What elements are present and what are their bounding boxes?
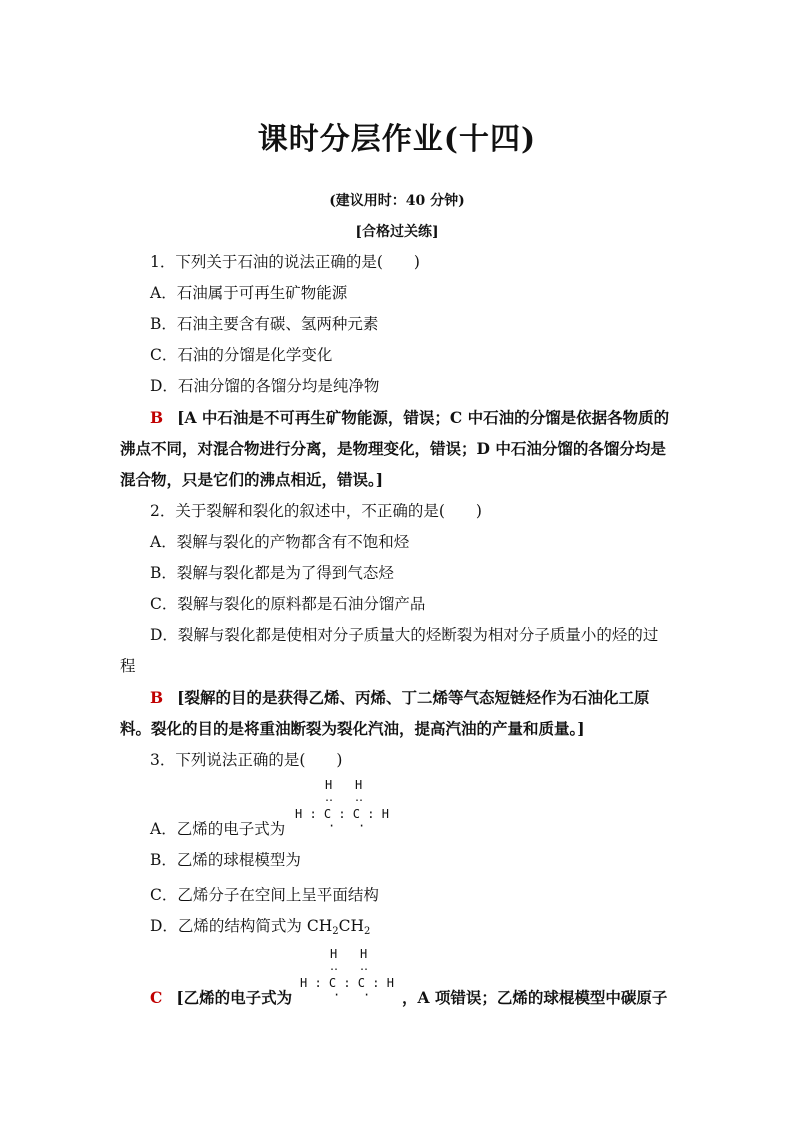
- formula-dots-top-1: ‥: [330, 959, 339, 973]
- q3-stem: 3．下列说法正确的是( ): [150, 751, 343, 769]
- q1-answer-line-3: 混合物，只是它们的沸点相近，错误。]: [120, 470, 384, 489]
- q1-option-d: D．石油分馏的各馏分均是纯净物: [150, 377, 380, 395]
- q1-option-a: A．石油属于可再生矿物能源: [150, 284, 348, 302]
- q2-option-a: A．裂解与裂化的产物都含有不饱和烃: [150, 533, 410, 551]
- q3-option-d-sub1: 2: [332, 926, 339, 937]
- formula-main-line: H : C : C : H: [295, 807, 389, 821]
- formula-h-top-1: H: [330, 947, 338, 961]
- ethylene-electron-formula-a: [292, 779, 412, 831]
- formula-dot-bottom-1: ·: [328, 819, 336, 833]
- q3-answer-prefix: [乙烯的电子式为: [176, 988, 293, 1007]
- q1-option-b: B．石油主要含有碳、氢两种元素: [150, 315, 379, 333]
- q3-option-c: C．乙烯分子在空间上呈平面结构: [150, 886, 379, 904]
- formula-dot-bottom-2: ·: [358, 819, 366, 833]
- q2-stem: 2．关于裂解和裂化的叙述中，不正确的是( ): [150, 502, 482, 520]
- q1-answer-line-2: 沸点不同，对混合物进行分离，是物理变化，错误；D 中石油分馏的各馏分均是: [120, 439, 666, 458]
- q2-answer-letter: B: [150, 688, 164, 707]
- q3-option-d-prefix: D．乙烯的结构简式为 CH: [150, 917, 333, 935]
- formula-h-top-1: H: [325, 778, 333, 792]
- q3-option-d-mid: CH: [338, 917, 364, 935]
- q1-answer-line-1: [150, 408, 669, 428]
- q3-option-d: [150, 916, 370, 942]
- q1-stem: 1．下列关于石油的说法正确的是( ): [150, 253, 420, 271]
- q2-option-d-cont: 程: [120, 657, 136, 675]
- formula-h-top-2: H: [360, 947, 368, 961]
- q1-answer-letter: B: [150, 408, 164, 427]
- q1-answer-text-1: [A 中石油是不可再生矿物能源，错误；C 中石油的分馏是依据各物质的: [177, 408, 670, 427]
- q2-option-d: D．裂解与裂化都是使相对分子质量大的烃断裂为相对分子质量小的烃的过: [150, 626, 659, 644]
- page-title: 课时分层作业(十四): [257, 122, 537, 157]
- q3-answer-letter: C: [150, 988, 163, 1007]
- formula-h-top-2: H: [355, 778, 363, 792]
- q2-option-c: C．裂解与裂化的原料都是石油分馏产品: [150, 595, 426, 613]
- q3-answer-line-1: [150, 988, 292, 1008]
- formula-main-line: H : C : C : H: [300, 976, 394, 990]
- q1-option-c: C．石油的分馏是化学变化: [150, 346, 333, 364]
- q2-answer-line-1: [150, 688, 649, 708]
- q3-option-a: A．乙烯的电子式为: [150, 820, 286, 838]
- q2-option-b: B．裂解与裂化都是为了得到气态烃: [150, 564, 394, 582]
- formula-dots-top-2: ‥: [360, 959, 369, 973]
- formula-dot-bottom-2: ·: [363, 988, 371, 1002]
- ethylene-electron-formula-answer: [297, 948, 417, 1000]
- q2-answer-line-2: 料。裂化的目的是将重油断裂为裂化汽油，提高汽油的产量和质量。]: [120, 719, 585, 738]
- formula-dots-top-2: ‥: [355, 790, 364, 804]
- q3-option-d-sub2: 2: [364, 926, 371, 937]
- formula-dots-top-1: ‥: [325, 790, 334, 804]
- section-heading: [合格过关练]: [355, 224, 439, 240]
- q2-answer-text-1: [裂解的目的是获得乙烯、丙烯、丁二烯等气态短链烃作为石油化工原: [177, 688, 650, 707]
- q3-option-b: B．乙烯的球棍模型为: [150, 851, 301, 869]
- q3-answer-suffix: ，A 项错误；乙烯的球棍模型中碳原子: [402, 988, 668, 1007]
- formula-dot-bottom-1: ·: [333, 988, 341, 1002]
- time-note: (建议用时：40 分钟): [329, 193, 465, 209]
